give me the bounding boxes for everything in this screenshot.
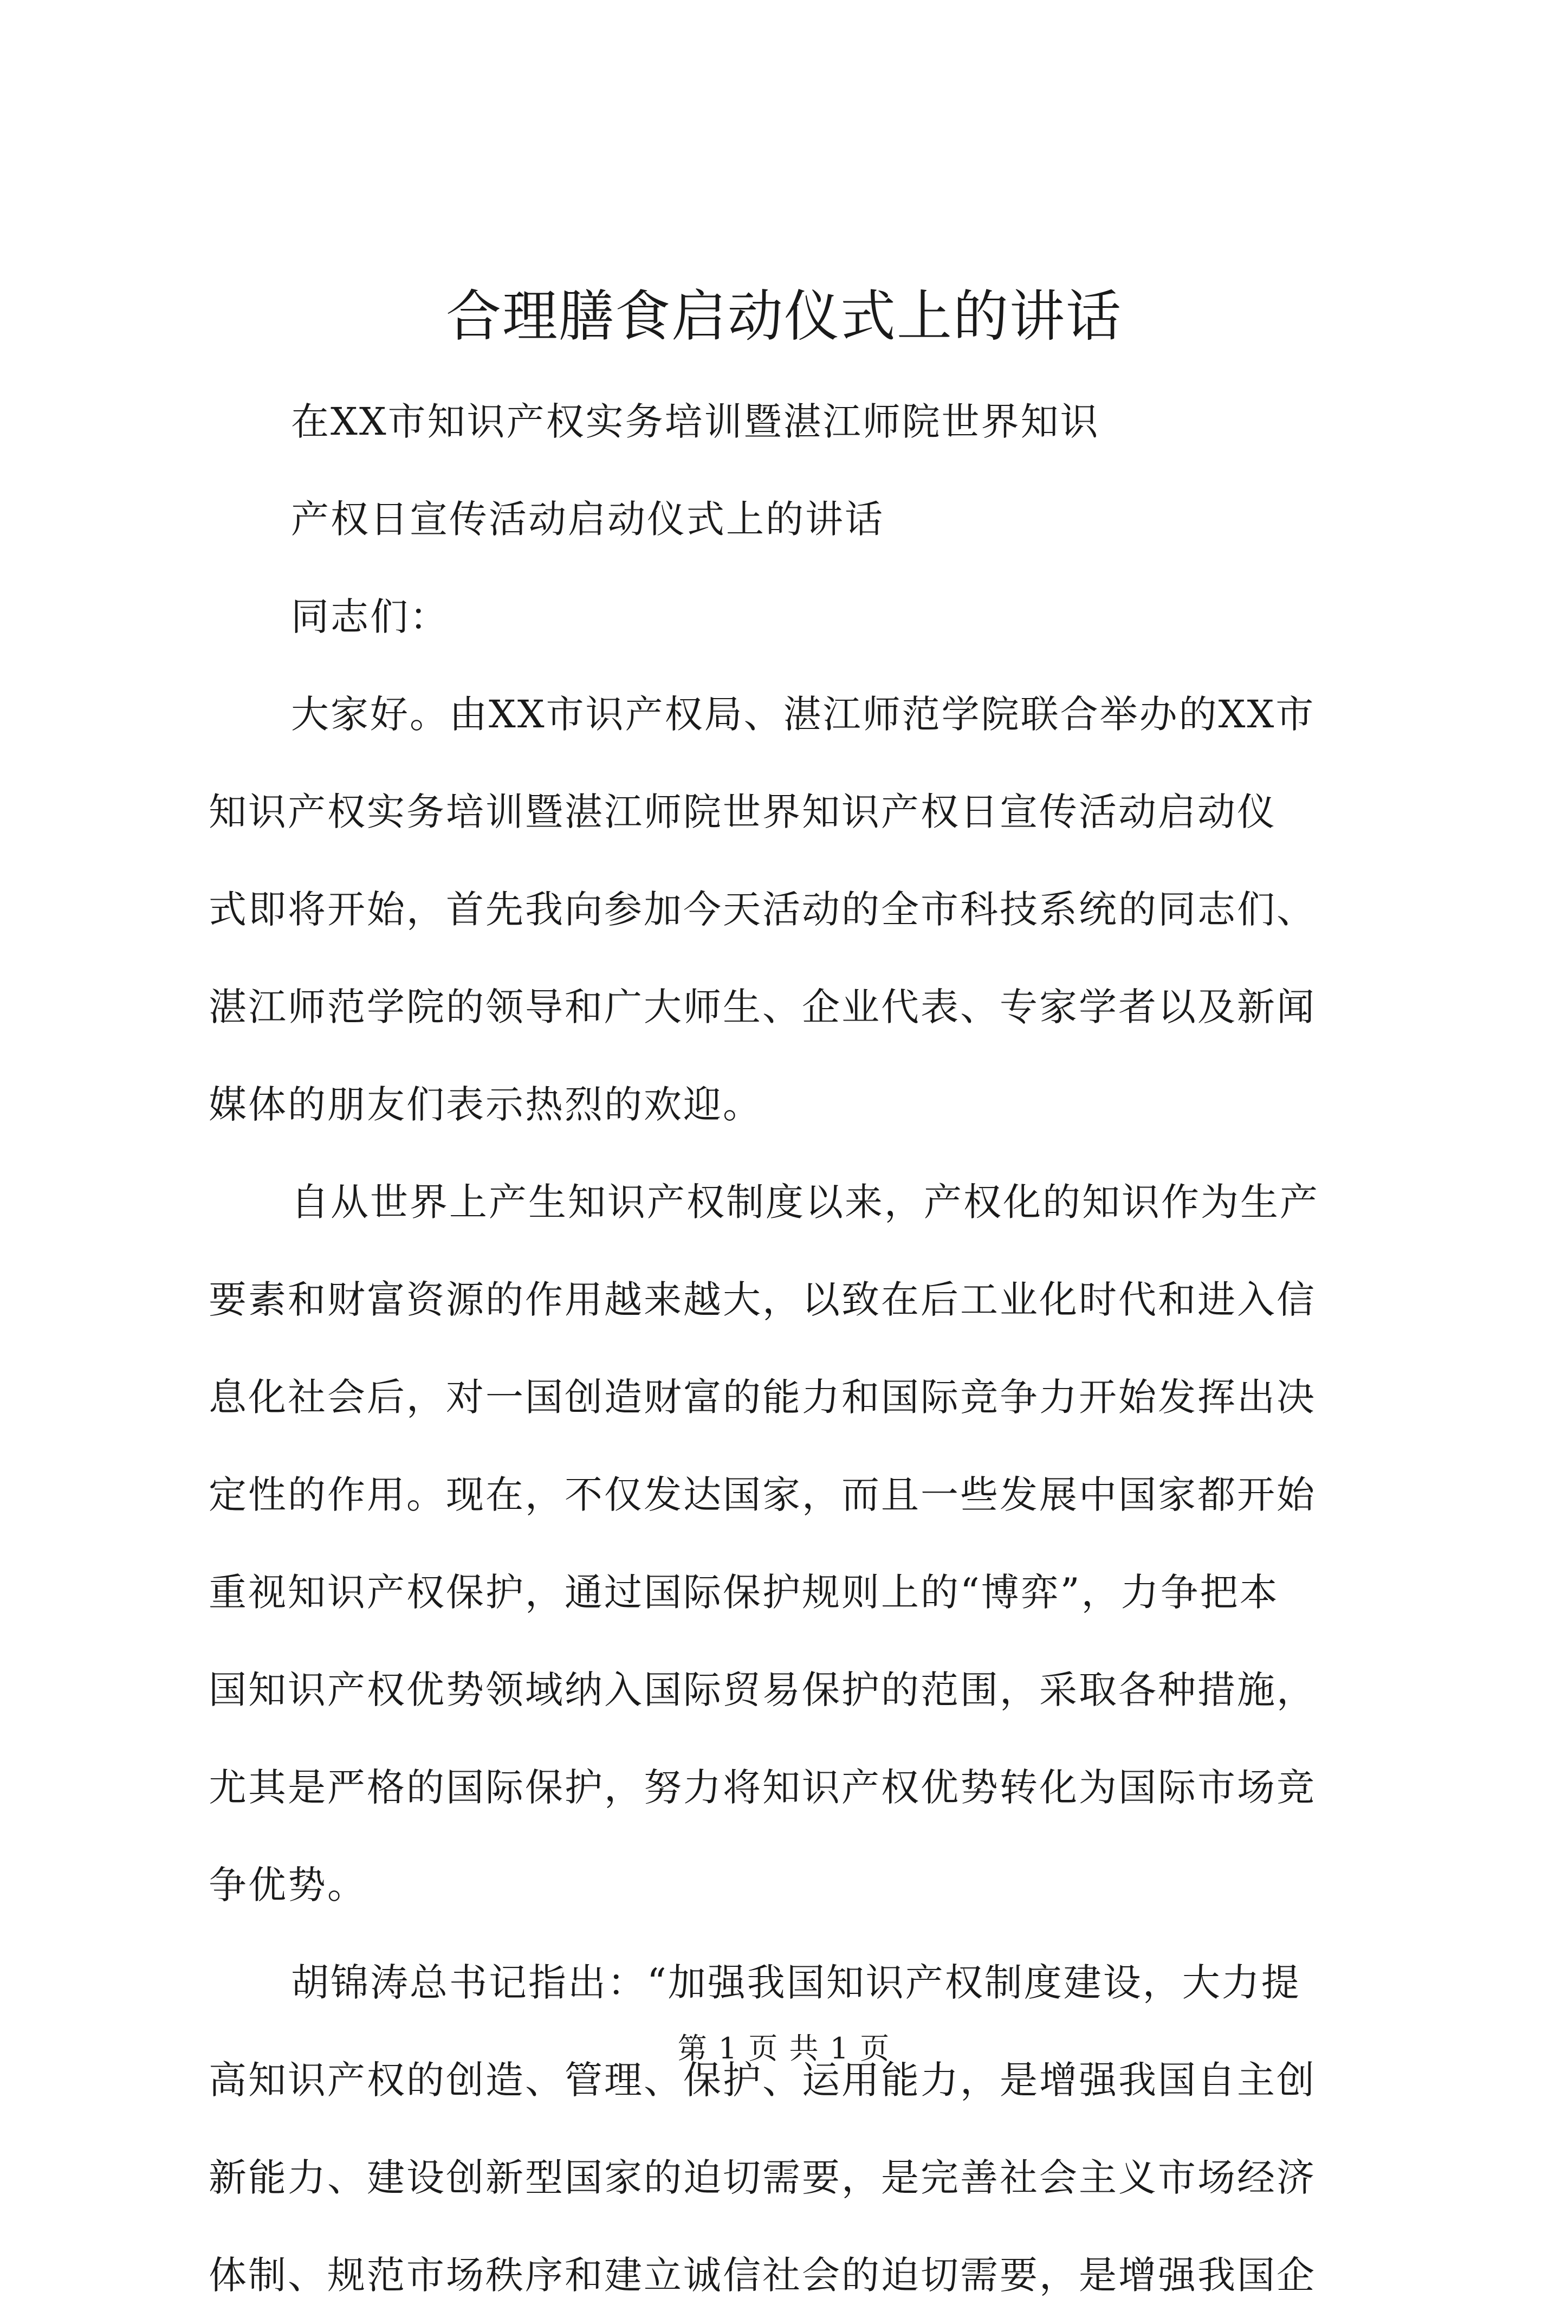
paragraph-1-line-1: 大家好。由XX市识产权局、湛江师范学院联合举办的XX市 [291,692,1316,737]
paragraph-3-line-4: 体制、规范市场秩序和建立诚信社会的迫切需要，是增强我国企 [209,2253,1316,2297]
subtitle-line-2: 产权日宣传活动启动仪式上的讲话 [291,497,884,541]
page-footer: 第 1 页 共 1 页 [677,2031,891,2065]
paragraph-2-line-5: 重视知识产权保护，通过国际保护规则上的“博弈”，力争把本 [209,1570,1279,1615]
paragraph-3-line-2: 高知识产权的创造、管理、保护、运用能力，是增强我国自主创 [209,2058,1316,2102]
paragraph-2-line-7: 尤其是严格的国际保护，努力将知识产权优势转化为国际市场竞 [209,1765,1316,1810]
paragraph-2-line-8: 争优势。 [209,1863,367,1907]
paragraph-1-line-4: 湛江师范学院的领导和广大师生、企业代表、专家学者以及新闻 [209,985,1316,1029]
paragraph-3-line-1: 胡锦涛总书记指出：“加强我国知识产权制度建设，大力提 [291,1960,1301,2005]
paragraph-2-line-4: 定性的作用。现在，不仅发达国家，而且一些发展中国家都开始 [209,1473,1316,1517]
paragraph-2-line-1: 自从世界上产生知识产权制度以来，产权化的知识作为生产 [291,1180,1319,1224]
paragraph-2-line-6: 国知识产权优势领域纳入国际贸易保护的范围，采取各种措施， [209,1668,1316,1712]
paragraph-2-line-2: 要素和财富资源的作用越来越大，以致在后工业化时代和进入信 [209,1277,1316,1322]
paragraph-1-line-5: 媒体的朋友们表示热烈的欢迎。 [209,1082,762,1127]
document-title: 合理膳食启动仪式上的讲话 [446,285,1122,349]
subtitle-line-1: 在XX市知识产权实务培训暨湛江师院世界知识 [291,399,1100,444]
paragraph-1-line-2: 知识产权实务培训暨湛江师院世界知识产权日宣传活动启动仪 [209,790,1277,834]
salutation: 同志们： [291,595,449,639]
paragraph-1-line-3: 式即将开始，首先我向参加今天活动的全市科技系统的同志们、 [209,887,1316,932]
paragraph-2-line-3: 息化社会后，对一国创造财富的能力和国际竞争力开始发挥出决 [209,1375,1316,1419]
paragraph-3-line-3: 新能力、建设创新型国家的迫切需要，是完善社会主义市场经济 [209,2155,1316,2200]
